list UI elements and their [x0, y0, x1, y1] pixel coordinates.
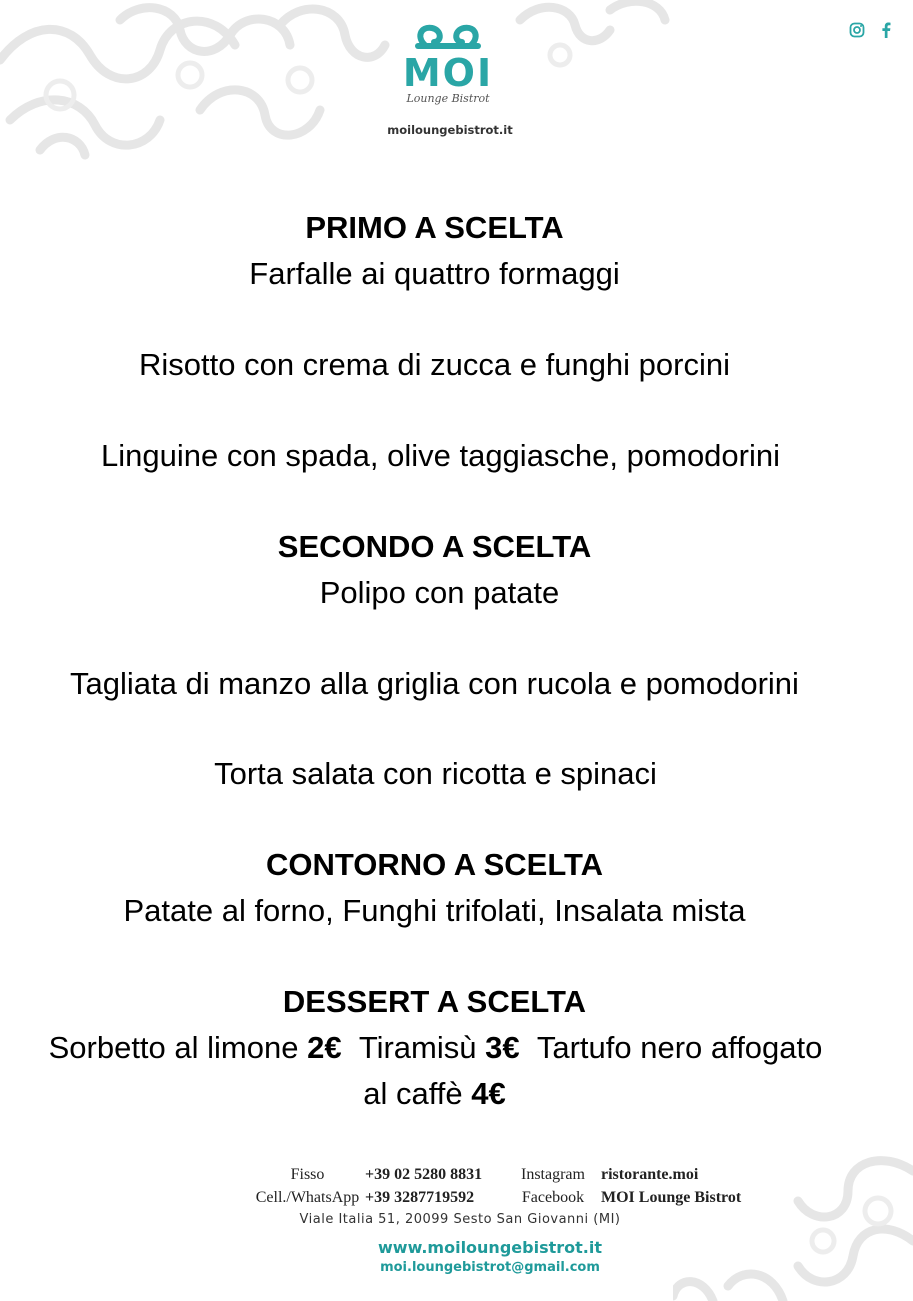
brand-logo [388, 20, 508, 105]
footer-social-handle[interactable]: ristorante.moi [601, 1166, 699, 1183]
dessert-price: 4€ [471, 1076, 506, 1111]
facebook-icon[interactable] [881, 22, 891, 43]
footer-label: Fisso [290, 1166, 325, 1183]
dessert-line-2 [0, 1076, 891, 1112]
logo-text: MOI [402, 51, 494, 95]
section-heading-primo: PRIMO A SCELTA [305, 210, 564, 245]
footer-address: Viale Italia 51, 20099 Sesto San Giovanni (MI) [299, 1212, 621, 1227]
menu-item: Patate al forno, Funghi trifolati, Insalata mista [123, 893, 746, 928]
footer-social-label: Facebook [521, 1189, 585, 1206]
dessert-name: Tiramisù [358, 1030, 477, 1065]
footer-social-handle[interactable]: MOI Lounge Bistrot [601, 1189, 742, 1206]
section-heading-contorno: CONTORNO A SCELTA [266, 847, 603, 882]
footer-social-label: Instagram [521, 1166, 585, 1183]
dessert-line-1 [0, 1030, 892, 1066]
footer-contacts [250, 1163, 741, 1209]
section-heading-secondo: SECONDO A SCELTA [277, 529, 592, 564]
dessert-price: 3€ [485, 1030, 520, 1065]
instagram-icon[interactable] [849, 22, 865, 43]
footer-row [250, 1186, 741, 1209]
section-heading-dessert: DESSERT A SCELTA [282, 984, 587, 1019]
dessert-name: Sorbetto al limone [48, 1030, 299, 1065]
menu-item: Linguine con spada, olive taggiasche, pomodorini [100, 438, 781, 473]
footer-label: Cell./WhatsApp [255, 1189, 360, 1206]
menu-item: Polipo con patate [319, 575, 560, 610]
header-website-link[interactable]: moiloungebistrot.it [387, 123, 513, 137]
logo-ribbon-icon [410, 20, 486, 54]
menu-item: Tagliata di manzo alla griglia con rucola e pomodorini [70, 666, 799, 701]
dessert-price: 2€ [307, 1030, 342, 1065]
dessert-name-cont: al caffè [363, 1076, 463, 1111]
social-links [849, 22, 891, 43]
menu-item: Torta salata con ricotta e spinaci [214, 756, 657, 791]
menu-item: Farfalle ai quattro formaggi [249, 256, 620, 291]
phone-number[interactable]: +39 02 5280 8831 [365, 1166, 483, 1183]
footer-website-link[interactable]: www.moiloungebistrot.it [378, 1238, 602, 1257]
phone-number[interactable]: +39 3287719592 [365, 1189, 475, 1206]
footer-email-link[interactable]: moi.loungebistrot@gmail.com [380, 1260, 600, 1275]
menu-item: Risotto con crema di zucca e funghi porcini [138, 347, 730, 382]
dessert-name: Tartufo nero affogato [536, 1030, 823, 1065]
decorative-ornament-top [0, 0, 700, 165]
logo-subtitle: Lounge Bistrot [406, 92, 490, 105]
footer-row [250, 1163, 741, 1186]
